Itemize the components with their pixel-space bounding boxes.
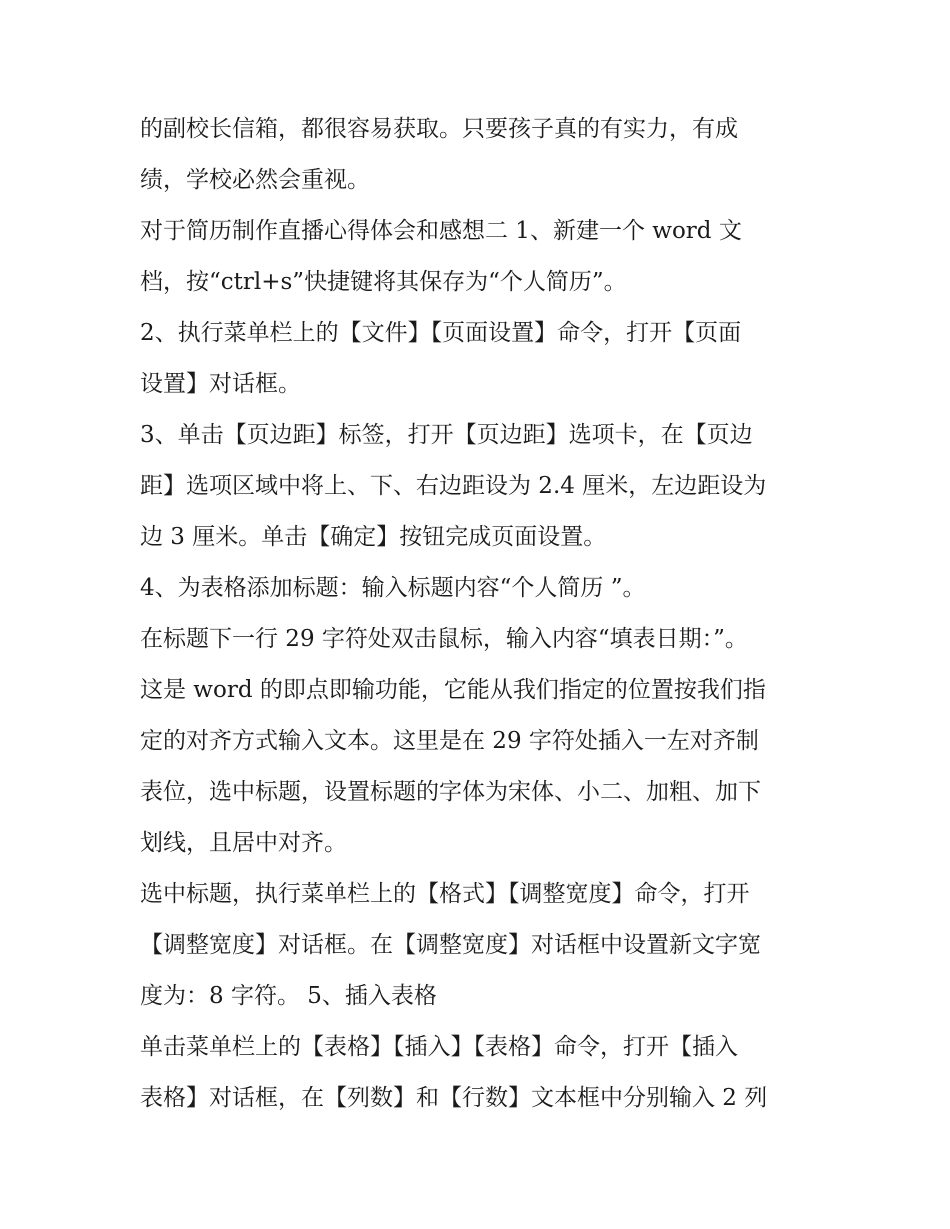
text-line: 度为：8 字符。 5、插入表格 (140, 983, 437, 1009)
text-line: 这是 word 的即点即输功能，它能从我们指定的位置按我们指 (140, 677, 766, 703)
text-line: 的副校长信箱，都很容易获取。只要孩子真的有实力，有成 (140, 116, 738, 142)
text-line: 设置】对话框。 (140, 371, 301, 397)
text-line: 绩，学校必然会重视。 (140, 167, 370, 193)
text-line: 对于简历制作直播心得体会和感想二 1、新建一个 word 文 (140, 218, 742, 244)
text-line: 单击菜单栏上的【表格】【插入】【表格】命令，打开【插入 (140, 1034, 738, 1060)
text-line: 表格】对话框，在【列数】和【行数】文本框中分别输入 2 列 (140, 1085, 768, 1111)
text-line: 【调整宽度】对话框。在【调整宽度】对话框中设置新文字宽 (140, 932, 761, 958)
text-line: 2、执行菜单栏上的【文件】【页面设置】命令，打开【页面 (140, 320, 742, 346)
text-line: 3、单击【页边距】标签，打开【页边距】选项卡，在【页边 (140, 422, 753, 448)
text-line: 在标题下一行 29 字符处双击鼠标，输入内容“填表日期：”。 (140, 626, 748, 652)
document-body (140, 104, 820, 1124)
text-line: 定的对齐方式输入文本。这里是在 29 字符处插入一左对齐制 (140, 728, 759, 754)
text-line: 划线，且居中对齐。 (140, 830, 347, 856)
text-line: 边 3 厘米。单击【确定】按钮完成页面设置。 (140, 524, 607, 550)
text-line: 4、为表格添加标题：输入标题内容“个人简历 ”。 (140, 575, 646, 601)
text-line: 表位，选中标题，设置标题的字体为宋体、小二、加粗、加下 (140, 779, 761, 805)
text-line: 档，按“ctrl+s”快捷键将其保存为“个人简历”。 (140, 269, 627, 295)
text-line: 选中标题，执行菜单栏上的【格式】【调整宽度】命令，打开 (140, 881, 750, 907)
text-line: 距】选项区域中将上、下、右边距设为 2.4 厘米，左边距设为 (140, 473, 767, 499)
